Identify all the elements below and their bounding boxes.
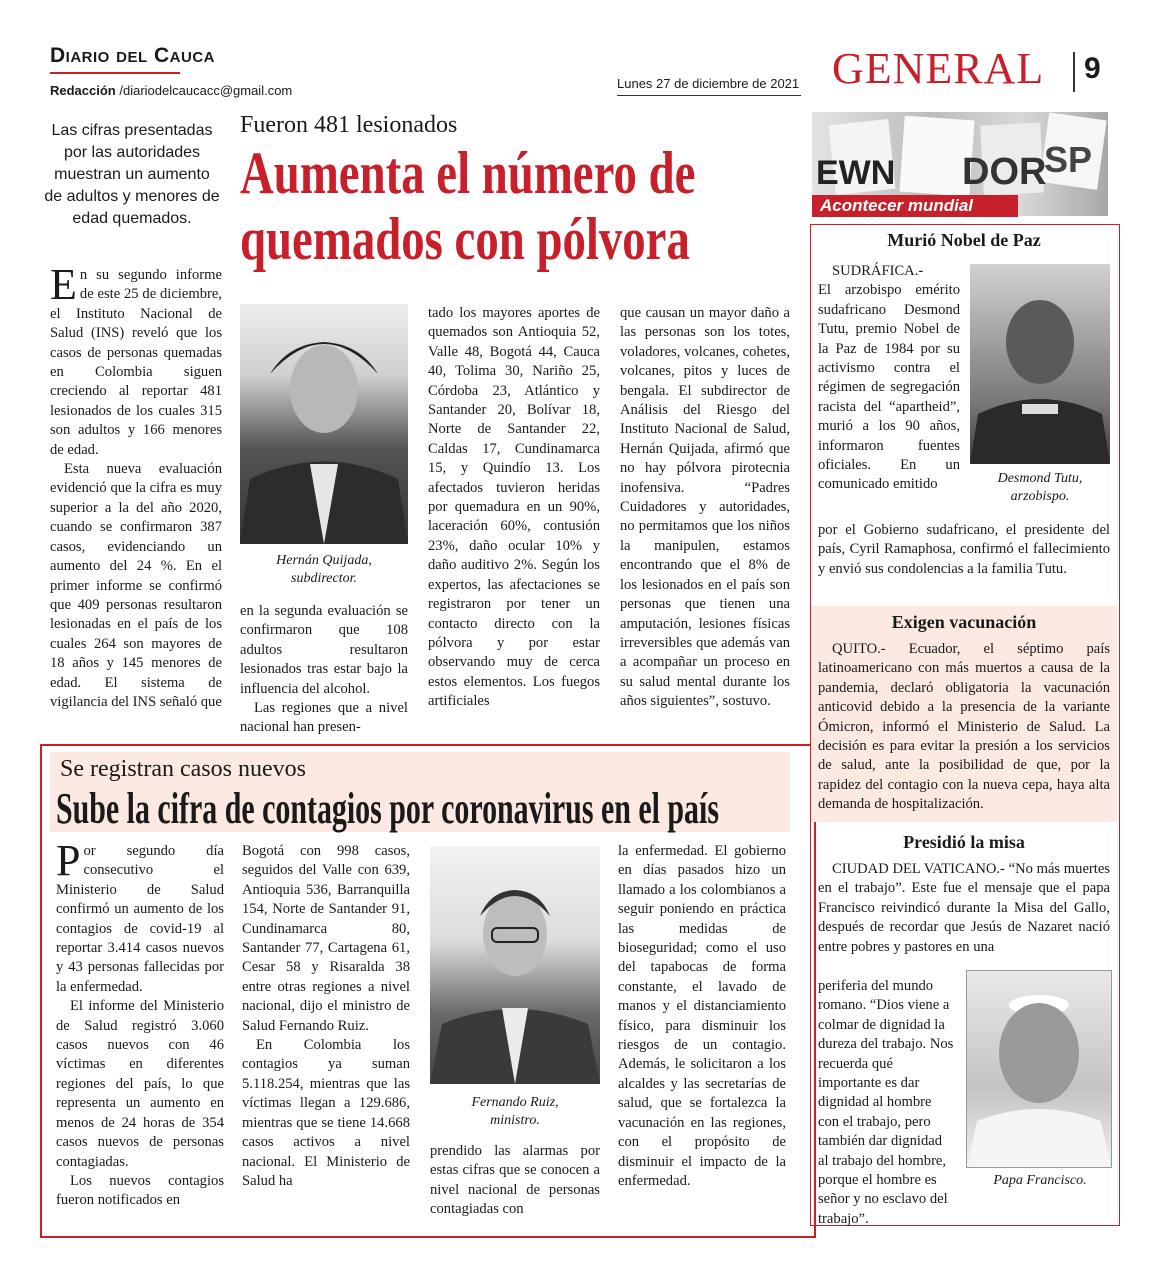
tutu-dateline: SUDRÁFICA.- (832, 263, 924, 279)
papa-francisco-photo (966, 970, 1112, 1168)
covid-col-1 (56, 836, 224, 1211)
main-dropcap: E (50, 260, 77, 309)
vacuna-text: QUITO.- Ecuador, el séptimo país latinoamericano con más muertos a causa de la pandemia, declaró obligatoria la vacunación anticovid debido a la presencia de la variante Ómicron, informó el Ministerio de Salud. La decisión es para evitar la presión a los servicios de salud, ante la posibilidad de que, por la rapidez del contagio con la nueva cepa, haya alta demanda de hospitalización. (818, 641, 1110, 813)
svg-text:SP: SP (1044, 139, 1093, 180)
covid-headline: Sube la cifra de contagios por coronavirus en el país (56, 784, 719, 833)
hernan-caption: Hernán Quijada, subdirector. (276, 553, 372, 586)
covid-col3-p1: prendido las alarmas por estas cifras que se conocen a nivel nacional de personas contagiadas con (430, 1143, 600, 1218)
portrait-silhouette-icon (970, 264, 1110, 464)
misa-text-side: periferia del mundo romano. “Dios viene a colmar de dignidad la dureza del trabajo. Nos recuerda qué importante es dar dignidad al hombre con el trabajo, pero también dar dignidad al trabajo del hombre, porque el hombre es señor y no esclavo del trabajo”. (818, 978, 954, 1227)
byline (50, 83, 292, 98)
vacuna-title: Exigen vacunación (891, 612, 1037, 632)
misa-title: Presidió la misa (903, 832, 1025, 852)
masthead-rule (617, 95, 801, 96)
redaccion-label: Redacción (50, 83, 116, 98)
main-headline: Aumenta el número de quemados con pólvora (240, 140, 696, 272)
main-col1-p1: n su segundo informe de este 25 de diciembre, el Instituto Nacional de Salud (INS) reveló que los casos de personas quemadas en Colombia siguen creciendo al reportar 481 lesionados de los cuales 315 son adultos y 166 menores de edad. (50, 267, 222, 458)
main-col3-p1: tado los mayores aportes de quemados son Antioquia 52, Valle 48, Bogotá 44, Cauca 40, Tolima 30, Nariño 25, Córdoba 23, Atlántico y Santander 20, Bolívar 18, Norte de Santander 22, Caldas 17, Cundinamarca 15, y Quindío 13. Los afectados tuvieron heridas por quemadura en un 90%, laceración 60%, contusión 23%, daño ocular 10% y daño auditivo 2%. Según los expertos, las afectaciones se registraron por tener un contacto directo con la pólvora y por estar observando muy de cerca estos elementos. Los fuegos artificiales (428, 305, 600, 710)
desmond-tutu-photo (970, 264, 1110, 464)
svg-text:EWN: EWN (816, 154, 896, 192)
tutu-body-bottom (818, 521, 1110, 579)
main-col-4 (620, 304, 790, 712)
covid-kicker: Se registran casos nuevos (60, 756, 306, 782)
fernando-caption: Fernando Ruiz, ministro. (471, 1095, 559, 1128)
misa-text-top: CIUDAD DEL VATICANO.- “No más muertes en el trabajo”. Este fue el mensaje que el papa Francisco reivindicó durante la Misa del Gallo, después de recordar que Jesús de Nazaret nació entre pobres y pastores en una (818, 861, 1110, 955)
covid-col-3 (430, 1142, 600, 1220)
covid-col1-p3: Los nuevos contagios fueron notificados en (56, 1172, 224, 1209)
contact-email: /diariodelcaucacc@gmail.com (119, 83, 293, 98)
covid-col-4 (618, 842, 786, 1191)
tutu-text-bottom: por el Gobierno sudafricano, el presidente del país, Cyril Ramaphosa, confirmó el fallecimiento y envió sus condolencias a la familia Tutu. (818, 522, 1110, 577)
covid-col-2 (242, 842, 410, 1191)
section-divider (1073, 52, 1075, 92)
tutu-caption: Desmond Tutu, arzobispo. (997, 471, 1083, 504)
main-kicker: Fueron 481 lesionados (240, 112, 458, 138)
tutu-body-top (818, 262, 960, 495)
summary-text: Las cifras presentadas por las autoridades muestran un aumento de adultos y menores de edad quemados. (44, 122, 220, 227)
vacuna-body (818, 640, 1110, 815)
main-col-3 (428, 304, 600, 712)
fernando-ruiz-photo (430, 846, 600, 1084)
main-col4-p1: que causan un mayor daño a las personas son los totes, voladores, volcanes, cohetes, volcanes, pitos y luces de bengala. El subdirector de Análisis del Riesgo del Instituto Nacional de Salud, Hernán Quijada, afirmó que no hay pólvora pirotecnia inofensiva. “Padres Cuidadores y autoridades, no permitamos que los niños la manipulen, estamos encontrando que el 8% de los lesionados en el país son personas que tienen una amputación, lesiones físicas irreversibles que además van a acompañar un proceso en su salud mental durante los años siguientes”, sostuvo. (620, 305, 790, 710)
section-title: GENERAL (832, 44, 1045, 93)
main-col-2 (240, 602, 408, 738)
portrait-silhouette-icon (240, 304, 408, 544)
svg-text:DOR: DOR (962, 151, 1047, 193)
covid-dropcap: P (56, 836, 81, 885)
papa-caption: Papa Francisco. (993, 1173, 1087, 1188)
covid-col2-p1: Bogotá con 998 casos, seguidos del Valle con 639, Antioquia 536, Barranquilla 154, Norte de Santander 91, Cundinamarca 80, Santander 77, Cartagena 61, Cesar 58 y Risaralda 38 entre otras regiones a nivel nacional, dijo el ministro de Salud Fernando Ruiz. (242, 843, 410, 1034)
main-col1-p2: Esta nueva evaluación evidenció que la cifra es muy superior a la del año 2020, cuando se confirmaron 387 casos, evidenciando un aumento del 24 %. En el primer informe se confirmó que 409 personas resultaron lesionadas en el país de los cuales 264 son mayores de 18 años y 145 menores de edad. El sistema de vigilancia del INS señaló que (50, 461, 222, 710)
main-col2-p2: Las regiones que a nivel nacional han presen- (240, 700, 408, 736)
world-banner-label: Acontecer mundial (812, 195, 1018, 217)
masthead-underline (50, 72, 180, 74)
page-number: 9 (1084, 52, 1101, 85)
covid-col2-p2: En Colombia los contagios ya suman 5.118.254, mientras que las víctimas llegan a 129.686, mientras que se tiene 14.668 casos activos a nivel nacional. El Ministerio de Salud ha (242, 1037, 410, 1189)
main-col-1 (50, 260, 222, 712)
hernan-quijada-photo (240, 304, 408, 544)
tutu-text: El arzobispo emérito sudafricano Desmond Tutu, premio Nobel de la Paz de 1984 por su activismo contra el régimen de segregación racista del “apartheid”, murió a los 90 años, informaron fuentes oficiales. En un comunicado emitido (818, 282, 960, 493)
misa-body-top (818, 860, 1110, 957)
portrait-silhouette-icon (430, 846, 600, 1084)
main-col2-p1: en la segunda evaluación se confirmaron que 108 adultos resultaron lesionados tras estar bajo la influencia del alcohol. (240, 603, 408, 697)
covid-col4-p1: la enfermedad. El gobierno en días pasados hizo un llamado a los colombianos a seguir poniendo en práctica las medidas de bioseguridad; como el uso del tapabocas de forma constante, el lavado de manos y el distanciamiento físico, para disminuir los riesgos de un contagio. Además, le solicitaron a los alcaldes y las secretarías de salud, que se fortalezca la vacunación en las regiones, con el propósito de disminuir el impacto de la enfermedad. (618, 843, 786, 1189)
issue-date: Lunes 27 de diciembre de 2021 (617, 76, 800, 91)
tutu-title: Murió Nobel de Paz (887, 230, 1041, 250)
covid-col1-p2: El informe del Ministerio de Salud registró 3.060 casos nuevos con 46 víctimas en diferentes regiones del país, lo que representa un aumento en menos de 24 horas de 354 casos nuevos de personas contagiadas. (56, 998, 224, 1170)
misa-body-side (818, 977, 956, 1229)
portrait-silhouette-icon (967, 971, 1111, 1167)
paper-name: Diario del Cauca (50, 44, 215, 67)
covid-col1-p1: or segundo día consecutivo el Ministerio de Salud confirmó un aumento de los contagios de covid-19 al reportar 3.414 casos nuevos y 43 personas fallecidas por la enfermedad. (56, 843, 224, 995)
